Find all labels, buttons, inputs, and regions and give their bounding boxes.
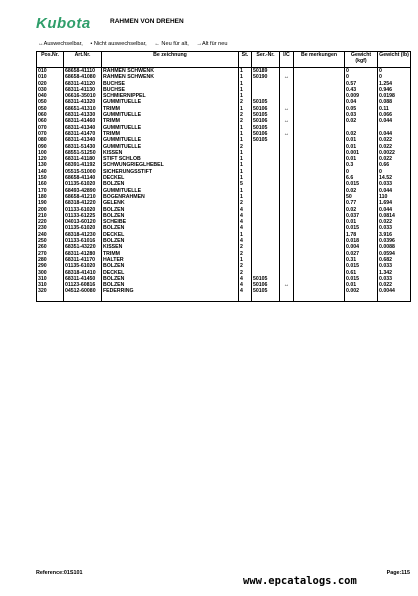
cell-wkg: 0.004 [345, 244, 378, 250]
filler-cell [252, 295, 280, 302]
cell-qty: 1 [239, 106, 252, 112]
cell-art: 01123-60816 [64, 282, 102, 288]
cell-desc: KISSEN [102, 150, 239, 156]
cell-ser: 50189 [252, 68, 280, 75]
cell-art: 68318-41220 [64, 200, 102, 206]
cell-rem [294, 68, 345, 75]
cell-art: 68658-41110 [64, 68, 102, 75]
cell-pos: 160 [37, 181, 64, 187]
cell-qty: 4 [239, 276, 252, 282]
cell-wkg: 1.78 [345, 232, 378, 238]
cell-art: 68311-41180 [64, 156, 102, 162]
cell-wlb: 0.0198 [378, 93, 411, 99]
cell-desc: KISSEN [102, 244, 239, 250]
cell-art: 68311-41120 [64, 81, 102, 87]
cell-qty: 2 [239, 144, 252, 150]
page-title: RAHMEN VON DREHEN [110, 18, 184, 25]
cell-desc: HALTER [102, 257, 239, 263]
cell-wlb: 1.254 [378, 81, 411, 87]
cell-pos: 090 [37, 144, 64, 150]
cell-wkg: 0.018 [345, 238, 378, 244]
cell-wlb: 110 [378, 194, 411, 200]
cell-wkg: 0.77 [345, 200, 378, 206]
cell-wkg: 0.04 [345, 99, 378, 105]
cell-wlb: 0.66 [378, 162, 411, 168]
cell-art: 01135-61020 [64, 263, 102, 269]
cell-wkg: 0.01 [345, 156, 378, 162]
cell-desc: GUMMITUELLE [102, 144, 239, 150]
cell-qty: 1 [239, 156, 252, 162]
cell-wlb: 0.022 [378, 137, 411, 143]
col-header-remarks: Be merkungen [294, 52, 345, 68]
cell-art: 68311-41280 [64, 251, 102, 257]
cell-wkg: 0.01 [345, 282, 378, 288]
cell-qty: 4 [239, 288, 252, 294]
cell-wlb: 0.033 [378, 225, 411, 231]
cell-pos: 030 [37, 87, 64, 93]
cell-qty: 4 [239, 238, 252, 244]
cell-ser: 50106 [252, 106, 280, 112]
cell-ser: 50106 [252, 282, 280, 288]
cell-qty: 4 [239, 207, 252, 213]
col-header-weight-lb: Gewicht (lb) [378, 52, 411, 68]
filler-cell [37, 295, 64, 302]
filler-cell [294, 295, 345, 302]
cell-qty: 2 [239, 251, 252, 257]
table-filler-row [37, 295, 411, 302]
cell-pos: 100 [37, 150, 64, 156]
cell-ser: 50105 [252, 125, 280, 131]
col-header-desc: Be zeichnung [102, 52, 239, 68]
table-row [37, 68, 411, 75]
cell-qty: 2 [239, 244, 252, 250]
cell-ser: 50106 [252, 118, 280, 124]
cell-wlb: 0.0814 [378, 213, 411, 219]
cell-art: 68318-41410 [64, 270, 102, 276]
cell-wlb: 0.0088 [378, 244, 411, 250]
cell-desc: STIFT SCHLOB [102, 156, 239, 162]
legend [38, 41, 233, 47]
cell-wlb: 0.033 [378, 263, 411, 269]
cell-art: 06616-35010 [64, 93, 102, 99]
cell-pos: 250 [37, 238, 64, 244]
cell-wlb: 0.044 [378, 131, 411, 137]
cell-qty: 1 [239, 81, 252, 87]
cell-pos: 050 [37, 99, 64, 105]
cell-pos: 070 [37, 131, 64, 137]
cell-desc: SCHEIBE [102, 219, 239, 225]
legend-not-exchangeable: • Nicht auswechselbar, [90, 41, 147, 47]
cell-qty: 1 [239, 125, 252, 131]
cell-wlb: 0.0594 [378, 251, 411, 257]
cell-wkg: 0.3 [345, 162, 378, 168]
cell-pos: 310 [37, 276, 64, 282]
cell-ser: 50105 [252, 112, 280, 118]
cell-art: 01133-61016 [64, 238, 102, 244]
cell-art: 68493-42890 [64, 188, 102, 194]
cell-desc: GELENK [102, 200, 239, 206]
cell-pos: 230 [37, 225, 64, 231]
cell-desc: SICHERUNGSSTIFT [102, 169, 239, 175]
cell-pos: 130 [37, 162, 64, 168]
cell-desc: TRIMM [102, 118, 239, 124]
cell-pos: 260 [37, 244, 64, 250]
cell-desc: GUMMITUELLE [102, 112, 239, 118]
cell-art: 01133-61225 [64, 213, 102, 219]
cell-desc: BOLZEN [102, 225, 239, 231]
cell-ic: ↔ [280, 118, 294, 124]
cell-wkg: 0.61 [345, 270, 378, 276]
table-header-row [37, 52, 411, 68]
cell-pos: 120 [37, 156, 64, 162]
cell-ser: 50106 [252, 131, 280, 137]
cell-art: 68311-41130 [64, 87, 102, 93]
cell-desc: GUMMITUELLE [102, 99, 239, 105]
cell-qty: 1 [239, 68, 252, 75]
cell-wkg: 0 [345, 169, 378, 175]
cell-qty: 5 [239, 181, 252, 187]
legend-exchangeable: ↔Auswechselbar, [38, 41, 83, 47]
watermark: www.epcatalogs.com [243, 575, 357, 587]
cell-art: 68311-41340 [64, 137, 102, 143]
cell-wkg: 0.009 [345, 93, 378, 99]
cell-art: 01133-61020 [64, 207, 102, 213]
cell-wkg: 0 [345, 74, 378, 80]
cell-desc: BOGENRAHMEN [102, 194, 239, 200]
filler-cell [64, 295, 102, 302]
cell-art: 68311-41170 [64, 257, 102, 263]
cell-desc: RAHMEN SCHWENK [102, 68, 239, 75]
cell-ser: 50190 [252, 74, 280, 80]
cell-art: 68658-41080 [64, 74, 102, 80]
cell-wlb: 1.694 [378, 200, 411, 206]
cell-desc: BOLZEN [102, 263, 239, 269]
parts-table-body [37, 68, 411, 302]
cell-qty: 4 [239, 282, 252, 288]
cell-desc: DECKEL [102, 270, 239, 276]
cell-desc: BOLZEN [102, 181, 239, 187]
cell-art: 68318-41230 [64, 232, 102, 238]
cell-wlb: 0.044 [378, 207, 411, 213]
legend-new-for-old: ← Neu für alt, [154, 41, 189, 47]
cell-desc: BUCHSE [102, 87, 239, 93]
cell-desc: BOLZEN [102, 207, 239, 213]
cell-wlb: 0.682 [378, 257, 411, 263]
cell-pos: 200 [37, 207, 64, 213]
cell-wkg: 0.01 [345, 137, 378, 143]
cell-desc: RAHMEN SCHWENK [102, 74, 239, 80]
cell-wkg: 0.037 [345, 213, 378, 219]
cell-wkg: 0.015 [345, 225, 378, 231]
cell-wkg: 0 [345, 68, 378, 75]
cell-desc: GUMMITUELLE [102, 188, 239, 194]
cell-art: 04013-60120 [64, 219, 102, 225]
cell-pos: 150 [37, 175, 64, 181]
cell-pos: 210 [37, 213, 64, 219]
cell-art: 68391-41192 [64, 162, 102, 168]
col-header-ic: I/C [280, 52, 294, 68]
cell-wlb: 3.916 [378, 232, 411, 238]
cell-art: 05515-51000 [64, 169, 102, 175]
cell-desc: TRIMM [102, 106, 239, 112]
cell-desc: TRIMM [102, 251, 239, 257]
cell-art: 68311-41450 [64, 276, 102, 282]
cell-wkg: 0.002 [345, 288, 378, 294]
cell-art: 01135-61020 [64, 181, 102, 187]
cell-wlb: 0 [378, 169, 411, 175]
cell-desc: GUMMITUELLE [102, 125, 239, 131]
cell-wlb: 0.022 [378, 156, 411, 162]
legend-old-for-new: →Alt für neu [196, 41, 228, 47]
cell-pos: 080 [37, 137, 64, 143]
cell-desc: FEDERRING [102, 288, 239, 294]
cell-wlb: 0.0396 [378, 238, 411, 244]
cell-art: 68311-41470 [64, 131, 102, 137]
cell-art: 68311-41320 [64, 99, 102, 105]
cell-desc: BOLZEN [102, 282, 239, 288]
col-header-ser: Ser.-Nr. [252, 52, 280, 68]
cell-wkg: 0.57 [345, 81, 378, 87]
cell-qty: 1 [239, 194, 252, 200]
cell-wlb: 0 [378, 68, 411, 75]
cell-pos: 300 [37, 270, 64, 276]
cell-qty: 2 [239, 112, 252, 118]
cell-qty: 4 [239, 219, 252, 225]
cell-desc: DECKEL [102, 232, 239, 238]
cell-art: 04512-60080 [64, 288, 102, 294]
col-header-art: Art.Nr. [64, 52, 102, 68]
cell-desc: GUMMITUELLE [102, 137, 239, 143]
cell-wlb: 0.11 [378, 106, 411, 112]
cell-art: 68311-41340 [64, 125, 102, 131]
cell-wkg: 0.01 [345, 144, 378, 150]
filler-cell [345, 295, 378, 302]
filler-cell [280, 295, 294, 302]
cell-wlb: 0.0044 [378, 288, 411, 294]
cell-pos: 170 [37, 188, 64, 194]
cell-desc: BOLZEN [102, 213, 239, 219]
cell-wlb: 0.044 [378, 118, 411, 124]
cell-pos: 140 [37, 169, 64, 175]
cell-wkg: 0.001 [345, 150, 378, 156]
cell-wkg: 6.6 [345, 175, 378, 181]
cell-pos: 060 [37, 112, 64, 118]
cell-wlb: 0.088 [378, 99, 411, 105]
filler-cell [378, 295, 411, 302]
cell-qty: 2 [239, 99, 252, 105]
cell-pos: 320 [37, 288, 64, 294]
cell-wkg: 0.43 [345, 87, 378, 93]
cell-desc: BOLZEN [102, 276, 239, 282]
cell-wkg: 50 [345, 194, 378, 200]
cell-pos: 020 [37, 81, 64, 87]
cell-art: 68651-41310 [64, 106, 102, 112]
cell-wlb: 0 [378, 74, 411, 80]
cell-ic [280, 68, 294, 75]
cell-qty: 1 [239, 137, 252, 143]
cell-wkg: 0.015 [345, 181, 378, 187]
filler-cell [102, 295, 239, 302]
cell-pos: 290 [37, 263, 64, 269]
cell-wkg: 0.015 [345, 263, 378, 269]
col-header-pos: Pos.Nr. [37, 52, 64, 68]
cell-art: 68311-51430 [64, 144, 102, 150]
cell-pos: 270 [37, 251, 64, 257]
cell-wlb: 14.52 [378, 175, 411, 181]
cell-wlb: 0.066 [378, 112, 411, 118]
cell-wlb: 0.022 [378, 282, 411, 288]
cell-art: 68658-41210 [64, 194, 102, 200]
cell-pos: 240 [37, 232, 64, 238]
cell-ic: ↔ [280, 282, 294, 288]
cell-qty: 2 [239, 263, 252, 269]
cell-wkg: 0.31 [345, 257, 378, 263]
cell-ser: 50105 [252, 99, 280, 105]
cell-qty: 1 [239, 188, 252, 194]
cell-wkg: 0.05 [345, 106, 378, 112]
cell-wlb: 0.044 [378, 188, 411, 194]
cell-ic: ↔ [280, 74, 294, 80]
cell-art: 68658-41140 [64, 175, 102, 181]
cell-wkg: 0.03 [345, 112, 378, 118]
cell-ic: ↔ [280, 106, 294, 112]
cell-qty: 1 [239, 175, 252, 181]
cell-desc: BOLZEN [102, 238, 239, 244]
cell-qty: 2 [239, 200, 252, 206]
col-header-qty: St. [239, 52, 252, 68]
cell-pos: 040 [37, 93, 64, 99]
col-header-weight-kgf: Gewicht (kgf) [345, 52, 378, 68]
cell-wkg: 0.027 [345, 251, 378, 257]
cell-qty: 4 [239, 213, 252, 219]
cell-desc: SCHMIERNIPPEL [102, 93, 239, 99]
cell-pos: 050 [37, 106, 64, 112]
cell-qty: 2 [239, 118, 252, 124]
cell-wkg: 0.015 [345, 276, 378, 282]
cell-ser: 50105 [252, 276, 280, 282]
cell-qty: 1 [239, 131, 252, 137]
cell-art: 68311-41460 [64, 118, 102, 124]
cell-pos: 220 [37, 219, 64, 225]
cell-pos: 060 [37, 118, 64, 124]
cell-pos: 310 [37, 282, 64, 288]
cell-qty: 1 [239, 93, 252, 99]
cell-desc: SCHWUNGRIEGLHEBEL [102, 162, 239, 168]
cell-desc: DECKEL [102, 175, 239, 181]
cell-ic: ↔ [280, 131, 294, 137]
cell-desc: BUCHSE [102, 81, 239, 87]
cell-wlb: 1.342 [378, 270, 411, 276]
cell-qty: 1 [239, 169, 252, 175]
cell-pos: 010 [37, 68, 64, 75]
cell-wlb: 0.033 [378, 181, 411, 187]
cell-pos: 070 [37, 125, 64, 131]
cell-qty: 2 [239, 270, 252, 276]
cell-qty: 1 [239, 74, 252, 80]
cell-ser: 50105 [252, 288, 280, 294]
cell-desc: TRIMM [102, 131, 239, 137]
footer-reference: Reference:01S101 [36, 570, 83, 576]
cell-qty: 1 [239, 232, 252, 238]
cell-wlb: 0.022 [378, 219, 411, 225]
cell-wkg: 0.02 [345, 207, 378, 213]
cell-qty: 4 [239, 225, 252, 231]
filler-cell [239, 295, 252, 302]
cell-wlb: 0.022 [378, 144, 411, 150]
cell-art: 68311-41330 [64, 112, 102, 118]
cell-qty: 1 [239, 257, 252, 263]
cell-wlb: 0.033 [378, 276, 411, 282]
cell-art: 68551-51250 [64, 150, 102, 156]
brand-logo: Kubota [36, 15, 91, 32]
cell-pos: 280 [37, 257, 64, 263]
cell-wlb: 0.0022 [378, 150, 411, 156]
cell-pos: 190 [37, 200, 64, 206]
cell-qty: 1 [239, 87, 252, 93]
cell-qty: 1 [239, 150, 252, 156]
parts-table [36, 51, 411, 302]
cell-art: 01135-61020 [64, 225, 102, 231]
footer-page-number: Page:115 [386, 570, 410, 576]
cell-pos: 180 [37, 194, 64, 200]
cell-art: 68351-43220 [64, 244, 102, 250]
cell-wkg: 0.02 [345, 188, 378, 194]
cell-wkg: 0.02 [345, 118, 378, 124]
cell-wkg: 0.02 [345, 131, 378, 137]
cell-ser: 50105 [252, 137, 280, 143]
cell-qty: 1 [239, 162, 252, 168]
cell-wlb: 0.946 [378, 87, 411, 93]
cell-wkg: 0.01 [345, 219, 378, 225]
cell-pos: 010 [37, 74, 64, 80]
